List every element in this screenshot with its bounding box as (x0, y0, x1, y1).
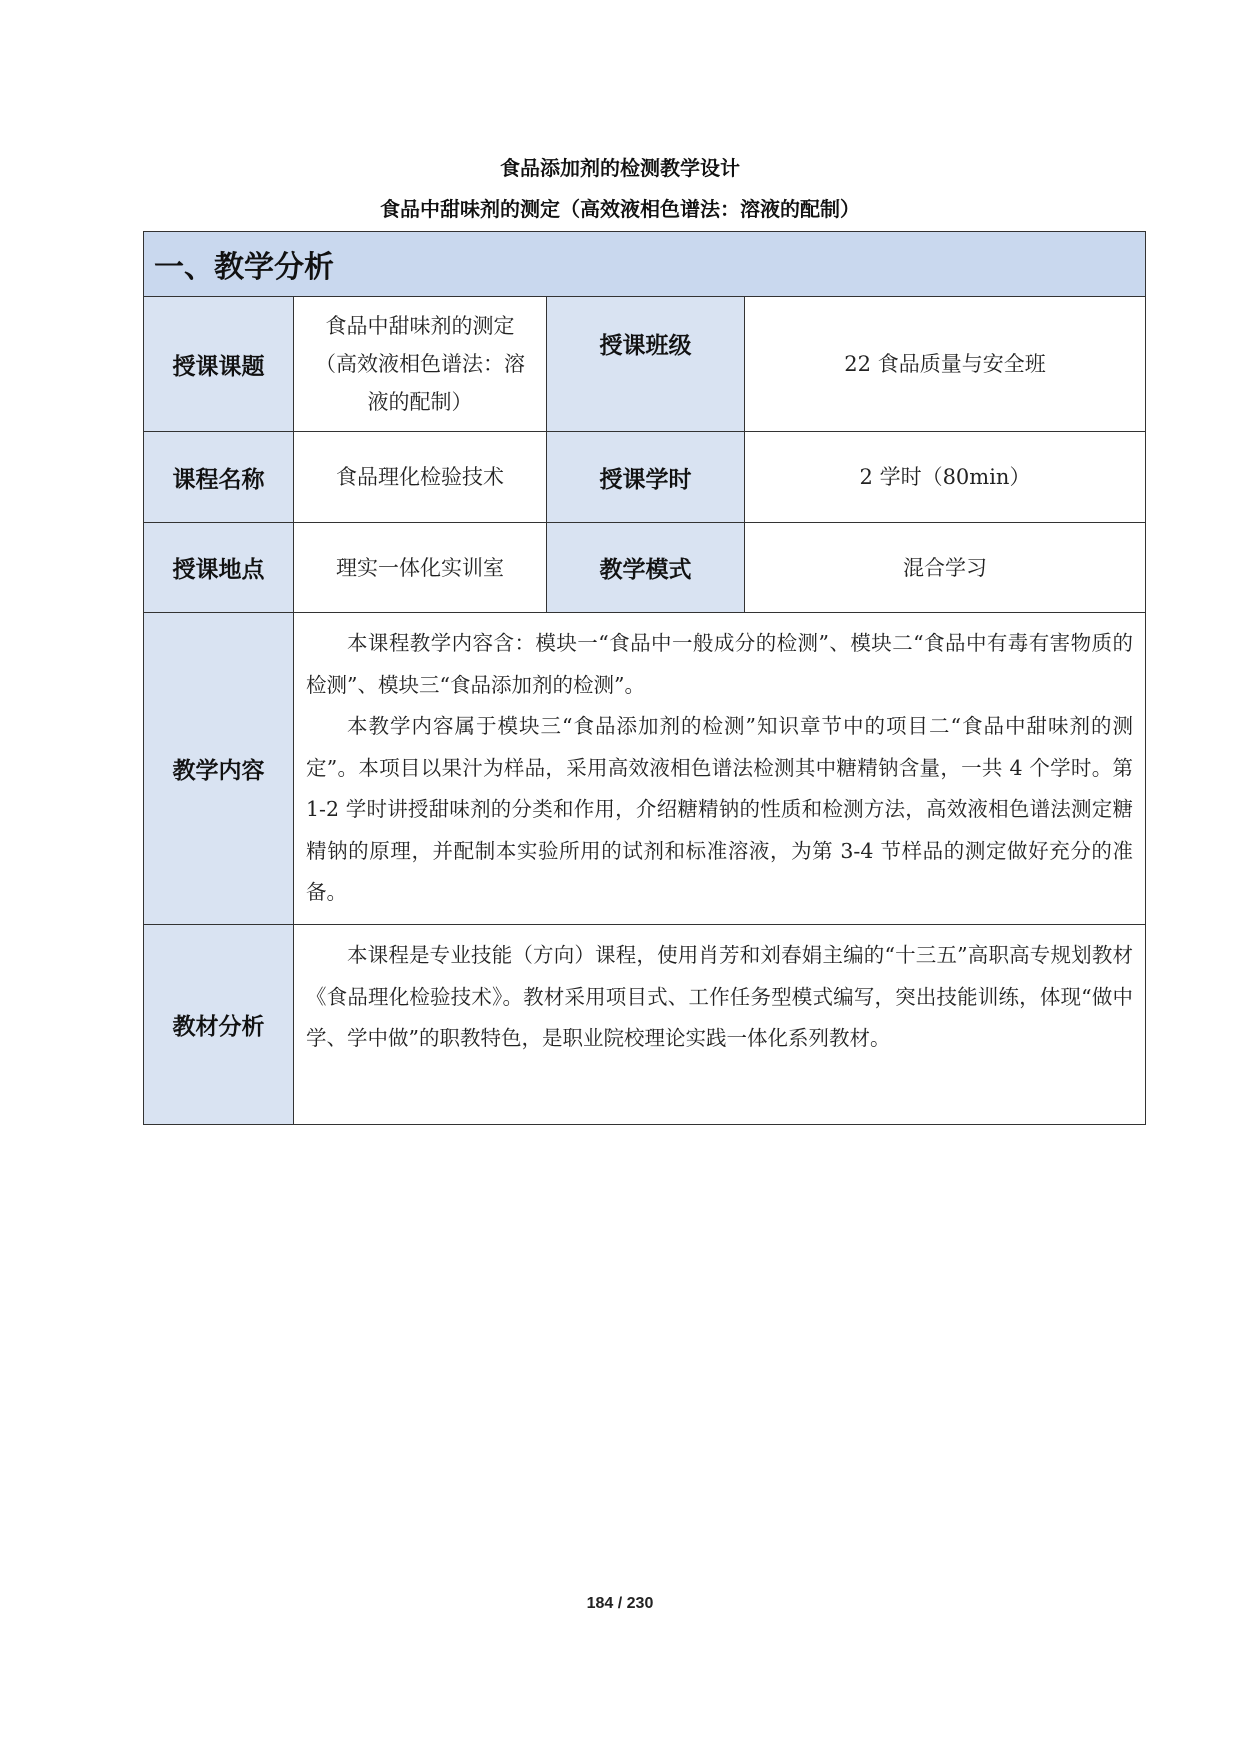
textbook-paragraph: 本课程是专业技能（方向）课程，使用肖芳和刘春娟主编的“十三五”高职高专规划教材《食品理化检验技术》。教材采用项目式、工作任务型模式编写，突出技能训练，体现“做中学、学中做”的职教特色，是职业院校理论实践一体化系列教材。 (306, 943, 1133, 1050)
mode-label: 教学模式 (547, 523, 745, 613)
class-value: 22 食品质量与安全班 (745, 297, 1146, 432)
hours-value: 2 学时（80min） (745, 432, 1146, 523)
location-value: 理实一体化实训室 (294, 523, 547, 613)
topic-value (294, 297, 547, 432)
topic-label: 授课课题 (144, 297, 294, 432)
content-text (294, 613, 1146, 925)
page-number: 184 / 230 (586, 1595, 654, 1612)
hours-label: 授课学时 (547, 432, 745, 523)
document-subtitle: 食品中甜味剂的测定（高效液相色谱法：溶液的配制） (380, 197, 860, 221)
document-title: 食品添加剂的检测教学设计 (500, 156, 740, 180)
content-paragraph: 本课程教学内容含：模块一“食品中一般成分的检测”、模块二“食品中有毒有害物质的检测”、模块三“食品添加剂的检测”。 (306, 631, 1133, 697)
textbook-label: 教材分析 (144, 925, 294, 1125)
course-value: 食品理化检验技术 (294, 432, 547, 523)
topic-line: 液的配制） (367, 390, 473, 414)
location-label: 授课地点 (144, 523, 294, 613)
course-label: 课程名称 (144, 432, 294, 523)
topic-line: （高效液相色谱法：溶 (315, 352, 525, 376)
class-label: 授课班级 (547, 297, 745, 432)
content-paragraph: 本教学内容属于模块三“食品添加剂的检测”知识章节中的项目二“食品中甜味剂的测定”。本项目以果汁为样品，采用高效液相色谱法检测其中糖精钠含量，一共 4 个学时。第 1-2 学时讲授甜味剂的分类和作用，介绍糖精钠的性质和检测方法，高效液相色谱法测定糖精钠的原理，并配制本实验所用的试剂和标准溶液，为第 3-4 节样品的测定做好充分的准备。 (306, 714, 1133, 905)
content-label: 教学内容 (144, 613, 294, 925)
mode-value: 混合学习 (745, 523, 1146, 613)
teaching-analysis-table (143, 231, 1146, 1125)
textbook-text (294, 925, 1146, 1125)
topic-line: 食品中甜味剂的测定 (325, 314, 515, 338)
section-heading: 一、教学分析 (144, 232, 1146, 297)
